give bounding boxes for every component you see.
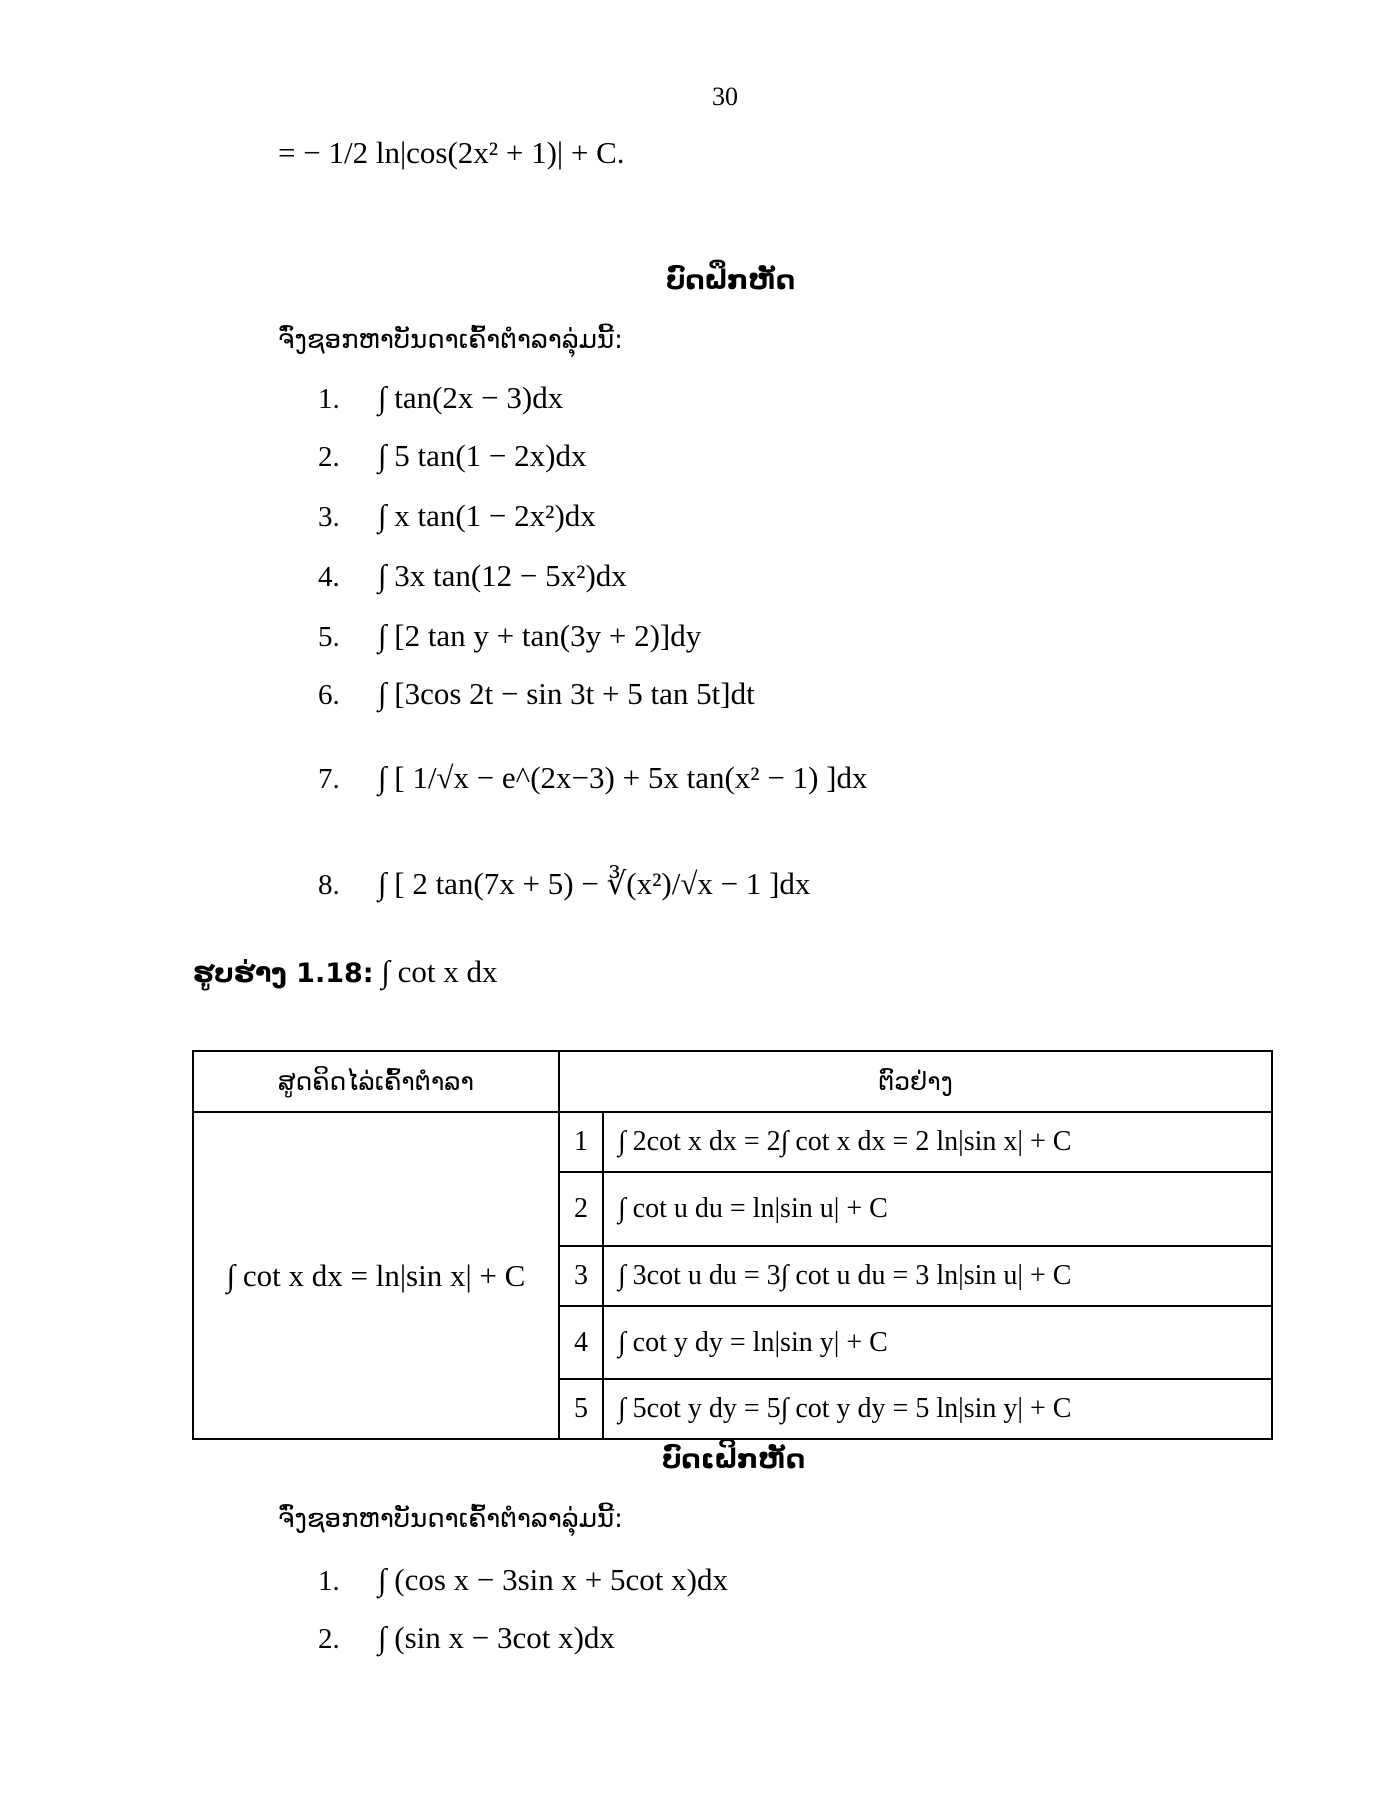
item-number: 5. [318, 621, 340, 653]
exercise1-item [318, 498, 596, 534]
page-number: 30 [712, 82, 738, 111]
item-number: 4. [318, 561, 340, 593]
exercise2-item [318, 1562, 728, 1598]
item-expression: ∫ tan(2x − 3)dx [378, 380, 564, 415]
exercise2-item [318, 1620, 615, 1656]
header-examples: ຕົວຢ່າງ [559, 1051, 1272, 1112]
row-index: 4 [559, 1306, 603, 1379]
result-equation: = − 1/2 ln|cos(2x² + 1)| + C. [278, 135, 625, 170]
item-expression: ∫ 3x tan(12 − 5x²)dx [378, 558, 627, 593]
exercise1-item [318, 558, 627, 594]
exercise1-item [318, 760, 867, 796]
row-expression: ∫ 2cot x dx = 2∫ cot x dx = 2 ln|sin x| + C [603, 1112, 1272, 1172]
exercise-heading-2: ບົດເຝິກຫັດ [662, 1444, 806, 1475]
item-expression: ∫ 5 tan(1 − 2x)dx [378, 438, 587, 473]
exercise1-item [318, 380, 563, 416]
row-index: 3 [559, 1246, 603, 1306]
row-expression: ∫ cot y dy = ln|sin y| + C [603, 1306, 1272, 1379]
item-number: 1. [318, 383, 340, 415]
item-expression: ∫ [ 1/√x − e^(2x−3) + 5x tan(x² − 1) ]dx [378, 760, 868, 795]
table-row [193, 1112, 1272, 1172]
row-expression: ∫ cot u du = ln|sin u| + C [603, 1172, 1272, 1246]
item-number: 8. [318, 869, 340, 901]
item-number: 3. [318, 501, 340, 533]
item-expression: ∫ (cos x − 3sin x + 5cot x)dx [378, 1562, 728, 1597]
example-expression: ∫ cot x dx [381, 954, 498, 989]
exercise1-item [318, 618, 701, 654]
item-number: 2. [318, 441, 340, 473]
exercise-heading-1: ບົດຝຶກຫັດ [666, 265, 796, 296]
item-expression: ∫ [ 2 tan(7x + 5) − ∛(x²)/√x − 1 ]dx [378, 866, 811, 901]
header-formula: ສູດຄິດໄລ່ເຄົ້າຕຳລາ [193, 1051, 559, 1112]
item-number: 2. [318, 1623, 340, 1655]
example-title: ຮູບຮ່າງ 1.18: [193, 958, 374, 989]
table-header [193, 1051, 1272, 1112]
formula-table [192, 1050, 1273, 1440]
row-index: 1 [559, 1112, 603, 1172]
item-expression: ∫ [3cos 2t − sin 3t + 5 tan 5t]dt [378, 676, 755, 711]
item-expression: ∫ (sin x − 3cot x)dx [378, 1620, 615, 1655]
exercise1-item [318, 676, 755, 712]
formula-cell: ∫ cot x dx = ln|sin x| + C [193, 1112, 559, 1439]
row-index: 2 [559, 1172, 603, 1246]
exercise-prompt-1: ຈົ່ງຊອກຫາບັນດາເຄົ້າຕຳລາລຸ່ມນີ້: [278, 325, 623, 355]
exercise-prompt-2: ຈົ່ງຊອກຫາບັນດາເຄົ້າຕຳລາລຸ່ມນີ້: [278, 1504, 623, 1534]
item-number: 1. [318, 1565, 340, 1597]
row-expression: ∫ 3cot u du = 3∫ cot u du = 3 ln|sin u| + C [603, 1246, 1272, 1306]
example-label [193, 954, 497, 990]
item-number: 6. [318, 679, 340, 711]
exercise1-item [318, 866, 810, 902]
row-expression: ∫ 5cot y dy = 5∫ cot y dy = 5 ln|sin y| + C [603, 1379, 1272, 1439]
item-expression: ∫ x tan(1 − 2x²)dx [378, 498, 596, 533]
item-expression: ∫ [2 tan y + tan(3y + 2)]dy [378, 618, 702, 653]
row-index: 5 [559, 1379, 603, 1439]
exercise1-item [318, 438, 587, 474]
item-number: 7. [318, 763, 340, 795]
